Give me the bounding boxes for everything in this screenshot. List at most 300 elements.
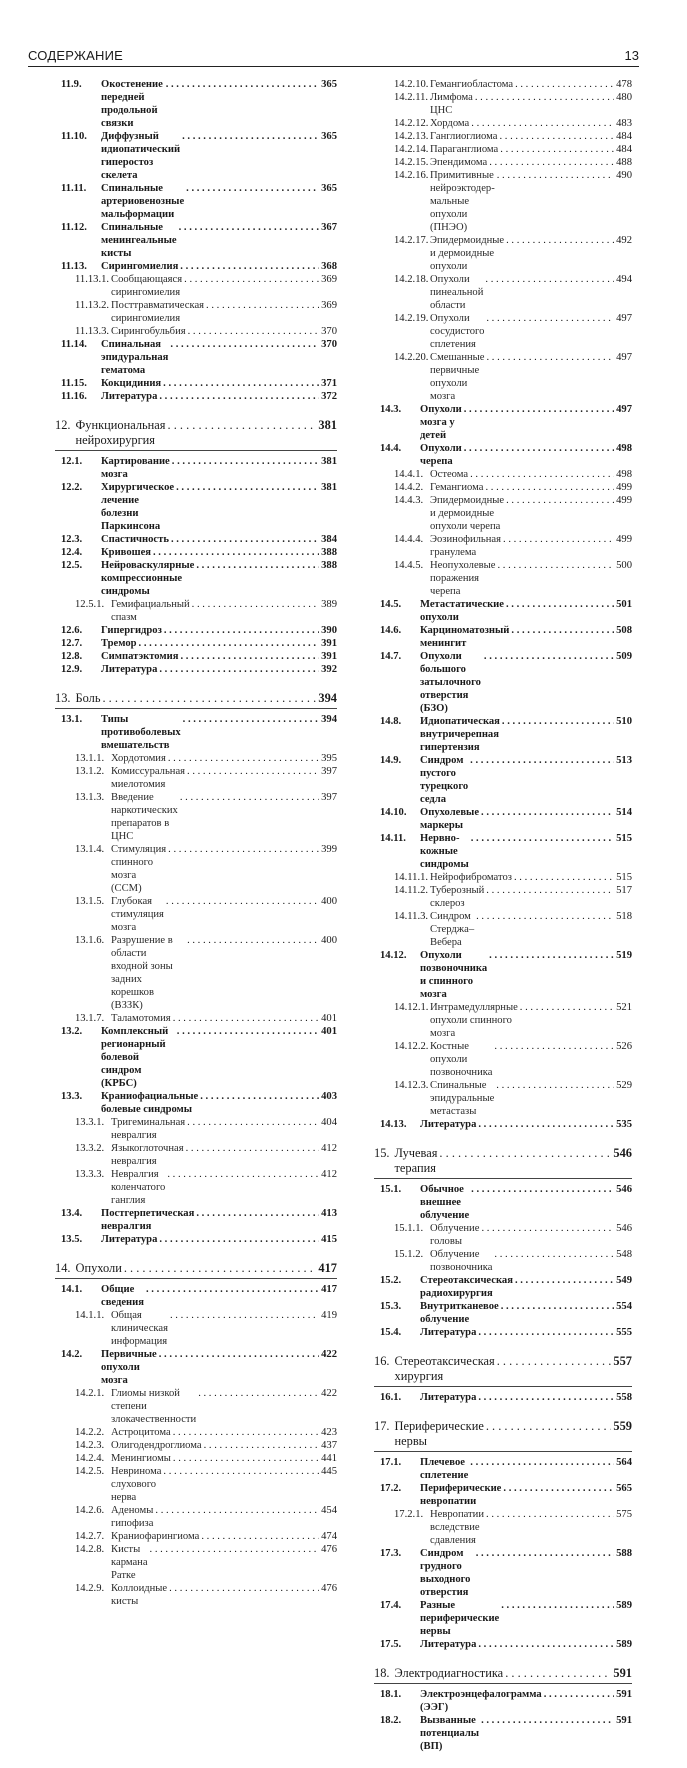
dot-leader — [183, 713, 319, 726]
toc-entry-number: 11.10. — [61, 131, 87, 142]
toc-section-entry — [374, 624, 632, 650]
dot-leader — [167, 1168, 319, 1181]
toc-section-entry — [55, 533, 337, 546]
dot-leader — [505, 1666, 611, 1681]
toc-entry-title: Диффузный идиопатический гиперостоз скелета — [101, 131, 181, 181]
toc-subsection-entry — [374, 910, 632, 949]
toc-entry-title: Картирование мозга — [101, 456, 170, 480]
toc-entry-title: Нейроваскулярные компрессионные синдромы — [101, 560, 195, 597]
dot-leader — [168, 843, 319, 856]
toc-section-entry — [55, 182, 337, 221]
dot-leader — [470, 1456, 614, 1469]
toc-entry-page: 388 — [321, 560, 337, 571]
dot-leader — [486, 884, 614, 897]
toc-subsection-entry — [374, 156, 632, 169]
toc-entry-page: 394 — [321, 714, 337, 725]
toc-entry-page: 488 — [616, 157, 632, 168]
chapter-rule — [374, 1386, 632, 1387]
toc-entry-title: Литература — [101, 664, 158, 675]
dot-leader — [124, 1261, 317, 1276]
toc-entry-title: Параганглиома — [430, 144, 499, 155]
dot-leader — [506, 494, 614, 507]
toc-entry-number: 14.8. — [380, 716, 402, 727]
toc-entry-page: 484 — [616, 144, 632, 155]
toc-entry-number: 17.3. — [380, 1548, 402, 1559]
toc-section-entry — [55, 78, 337, 130]
dot-leader — [186, 182, 319, 195]
dot-leader — [478, 1118, 614, 1131]
toc-entry-page: 589 — [616, 1600, 632, 1611]
toc-chapter-entry — [374, 1146, 632, 1176]
toc-entry-number: 14.12.1. — [394, 1002, 429, 1013]
toc-entry-title: Электроэнцефалограмма (ЭЭГ) — [420, 1689, 542, 1713]
dot-leader — [475, 91, 614, 104]
toc-section — [55, 418, 337, 676]
toc-subsection-entry — [374, 559, 632, 598]
toc-section-entry — [55, 1348, 337, 1387]
toc-entry-number: 14.10. — [380, 807, 407, 818]
toc-entry-number: 16.1. — [380, 1392, 402, 1403]
toc-entry-page: 510 — [616, 716, 632, 727]
toc-entry-page: 397 — [321, 792, 337, 803]
toc-entry-title: Окостенение передней продольной связки — [101, 79, 163, 129]
toc-entry-number: 13.4. — [61, 1208, 83, 1219]
dot-leader — [497, 559, 614, 572]
dot-leader — [506, 598, 614, 611]
dot-leader — [464, 403, 614, 416]
toc-entry-page: 401 — [321, 1013, 337, 1024]
toc-entry-page: 546 — [613, 1146, 632, 1160]
toc-entry-page: 372 — [321, 391, 337, 402]
toc-entry-number: 11.9. — [61, 79, 82, 90]
toc-entry-number: 11.13.3. — [75, 326, 110, 337]
toc-entry-page: 395 — [321, 753, 337, 764]
toc-entry-page: 365 — [321, 183, 337, 194]
toc-entry-title: Опухоли — [75, 1261, 122, 1275]
toc-chapter-entry — [374, 1354, 632, 1384]
toc-entry-number: 11.11. — [61, 183, 87, 194]
toc-entry-number: 13.1. — [61, 714, 83, 725]
toc-subsection-entry — [55, 1465, 337, 1504]
toc-entry-number: 13.2. — [61, 1026, 83, 1037]
toc-entry-number: 14.2. — [61, 1349, 83, 1360]
toc-entry-title: Плечевое сплетение — [420, 1457, 469, 1481]
toc-entry-page: 509 — [616, 651, 632, 662]
toc-subsection-entry — [55, 895, 337, 934]
toc-section-entry — [55, 481, 337, 533]
toc-entry-number: 14.2.13. — [394, 131, 429, 142]
toc-entry-number: 17.2.1. — [394, 1509, 424, 1520]
toc-entry-number: 14.2.7. — [75, 1531, 105, 1542]
toc-entry-page: 437 — [321, 1440, 337, 1451]
toc-entry-title: Эозинофильная гранулема — [430, 534, 502, 558]
dot-leader — [506, 234, 614, 247]
toc-entry-page: 589 — [616, 1639, 632, 1650]
toc-subsection-entry — [55, 1168, 337, 1207]
toc-entry-number: 14.1. — [61, 1284, 83, 1295]
toc-entry-title: Сирингомиелия — [101, 261, 179, 272]
toc-entry-title: Хордотомия — [111, 753, 166, 764]
toc-section — [55, 1261, 337, 1608]
toc-entry-title: Астроцитома — [111, 1427, 171, 1438]
dot-leader — [204, 1439, 319, 1452]
toc-entry-page: 365 — [321, 131, 337, 142]
dot-leader — [150, 1543, 320, 1556]
toc-entry-page: 413 — [321, 1208, 337, 1219]
toc-entry-page: 381 — [321, 482, 337, 493]
toc-subsection-entry — [55, 273, 337, 299]
toc-entry-number: 14.2.15. — [394, 157, 429, 168]
toc-entry-title: Языкоглоточная невралгия — [111, 1143, 184, 1167]
toc-entry-number: 18. — [374, 1666, 390, 1680]
toc-entry-title: Сообщающаяся сирингомиелия — [111, 274, 183, 298]
toc-entry-title: Остеома — [430, 469, 469, 480]
dot-leader — [180, 650, 319, 663]
toc-entry-title: Разные периферические нервы — [420, 1600, 500, 1637]
dot-leader — [496, 1079, 614, 1092]
toc-entry-page: 591 — [616, 1715, 632, 1726]
toc-entry-number: 12.2. — [61, 482, 83, 493]
toc-entry-title: Смешанные первичные опухоли мозга — [430, 352, 485, 402]
toc-entry-number: 18.2. — [380, 1715, 402, 1726]
toc-subsection-entry — [374, 1001, 632, 1040]
toc-entry-title: Вызванные потенциалы (ВП) — [420, 1715, 480, 1752]
toc-section-entry — [55, 1025, 337, 1090]
toc-entry-number: 11.16. — [61, 391, 87, 402]
dot-leader — [182, 130, 319, 143]
toc-entry-number: 12.6. — [61, 625, 83, 636]
toc-entry-title: Литература — [420, 1392, 477, 1403]
dot-leader — [173, 1426, 319, 1439]
toc-entry-number: 14.2.5. — [75, 1466, 105, 1477]
toc-entry-title: Коллоидные кисты — [111, 1583, 168, 1607]
toc-subsection-entry — [55, 1309, 337, 1348]
toc-subsection-entry — [374, 117, 632, 130]
dot-leader — [499, 130, 614, 143]
dot-leader — [163, 1465, 319, 1478]
toc-entry-page: 417 — [321, 1284, 337, 1295]
toc-entry-number: 12. — [55, 418, 71, 432]
dot-leader — [159, 390, 319, 403]
dot-leader — [168, 418, 317, 433]
toc-subsection-entry — [55, 299, 337, 325]
toc-entry-page: 390 — [321, 625, 337, 636]
toc-entry-page: 591 — [613, 1666, 632, 1680]
dot-leader — [172, 455, 319, 468]
toc-entry-page: 500 — [616, 560, 632, 571]
toc-subsection-entry — [55, 1142, 337, 1168]
dot-leader — [139, 637, 320, 650]
toc-entry-number: 14.2.9. — [75, 1583, 105, 1594]
toc-section-entry — [374, 403, 632, 442]
toc-entry-title: Общие сведения — [101, 1284, 144, 1308]
toc-entry-number: 12.9. — [61, 664, 83, 675]
running-title: СОДЕРЖАНИЕ — [28, 48, 124, 63]
toc-entry-page: 529 — [616, 1080, 632, 1091]
toc-entry-title: Идиопатическая внутричерепная гипертензия — [420, 716, 500, 753]
dot-leader — [464, 442, 614, 455]
toc-entry-title: Гемифациальный спазм — [111, 599, 190, 623]
toc-section-entry — [55, 130, 337, 182]
toc-entry-number: 11.13. — [61, 261, 87, 272]
dot-leader — [187, 1116, 319, 1129]
toc-chapter-entry — [55, 691, 337, 706]
toc-entry-page: 497 — [616, 404, 632, 415]
dot-leader — [166, 895, 319, 908]
toc-entry-number: 14.2.14. — [394, 144, 429, 155]
toc-entry-number: 13.1.7. — [75, 1013, 105, 1024]
toc-entry-number: 17. — [374, 1419, 390, 1433]
toc-entry-title: Костные опухоли позвоночника — [430, 1041, 493, 1078]
toc-section-entry — [374, 1183, 632, 1222]
toc-entry-number: 11.13.1. — [75, 274, 110, 285]
toc-chapter-entry — [55, 1261, 337, 1276]
toc-section-entry — [55, 663, 337, 676]
toc-entry-page: 549 — [616, 1275, 632, 1286]
toc-entry-number: 13.1.1. — [75, 753, 105, 764]
toc-entry-number: 14.2.19. — [394, 313, 429, 324]
toc-entry-page: 403 — [321, 1091, 337, 1102]
toc-entry-page: 535 — [616, 1119, 632, 1130]
toc-entry-title: Периферические нервы — [394, 1419, 484, 1448]
toc-entry-title: Литература — [420, 1327, 477, 1338]
toc-entry-number: 15.4. — [380, 1327, 402, 1338]
toc-subsection-entry — [55, 1426, 337, 1439]
toc-section-entry — [55, 377, 337, 390]
dot-leader — [146, 1283, 319, 1296]
toc-entry-number: 11.12. — [61, 222, 87, 233]
toc-entry-title: Посттравматическая сирингомиелия — [111, 300, 205, 324]
toc-section-entry — [374, 1547, 632, 1599]
toc-subsection-entry — [55, 752, 337, 765]
toc-entry-page: 400 — [321, 896, 337, 907]
toc-entry-page: 514 — [616, 807, 632, 818]
toc-entry-page: 519 — [616, 950, 632, 961]
toc-entry-page: 384 — [321, 534, 337, 545]
toc-entry-title: Кокцидиния — [101, 378, 162, 389]
toc-entry-title: Литература — [420, 1639, 477, 1650]
dot-leader — [170, 1309, 319, 1322]
toc-entry-title: Постгерпетическая невралгия — [101, 1208, 195, 1232]
toc-subsection-entry — [55, 1387, 337, 1426]
toc-subsection-entry — [55, 1452, 337, 1465]
dot-leader — [171, 533, 319, 546]
toc-entry-page: 526 — [616, 1041, 632, 1052]
toc-entry-title: Симпатэктомия — [101, 651, 179, 662]
dot-leader — [102, 691, 316, 706]
toc-entry-page: 422 — [321, 1349, 337, 1360]
toc-entry-number: 12.4. — [61, 547, 83, 558]
toc-section-entry — [55, 390, 337, 403]
dot-leader — [497, 169, 614, 182]
dot-leader — [470, 754, 614, 767]
dot-leader — [179, 221, 319, 234]
toc-entry-title: Спинальная эпидуральная гематома — [101, 339, 169, 376]
toc-entry-title: Синдром пустого турецкого седла — [420, 755, 469, 805]
dot-leader — [201, 1530, 319, 1543]
toc-entry-page: 445 — [321, 1466, 337, 1477]
toc-entry-page: 508 — [616, 625, 632, 636]
toc-section-entry — [55, 546, 337, 559]
dot-leader — [206, 299, 319, 312]
toc-entry-title: Стереотаксическая хирургия — [394, 1354, 495, 1383]
toc-entry-number: 13.1.3. — [75, 792, 105, 803]
toc-subsection-entry — [374, 871, 632, 884]
toc-entry-title: Таламотомия — [111, 1013, 171, 1024]
toc-entry-page: 499 — [616, 495, 632, 506]
toc-section-entry — [374, 1391, 632, 1404]
toc-entry-number: 15.1. — [380, 1184, 402, 1195]
dot-leader — [187, 934, 319, 947]
toc-section-entry — [55, 650, 337, 663]
toc-entry-number: 13.3.3. — [75, 1169, 105, 1180]
toc-section — [374, 1666, 632, 1753]
toc-section-entry — [374, 754, 632, 806]
toc-entry-number: 12.7. — [61, 638, 83, 649]
dot-leader — [486, 1508, 614, 1521]
toc-entry-page: 415 — [321, 1234, 337, 1245]
toc-entry-title: Глубокая стимуляция мозга — [111, 896, 164, 933]
toc-entry-number: 16. — [374, 1354, 390, 1368]
toc-entry-title: Невропатии вследствие сдавления — [430, 1509, 485, 1546]
dot-leader — [520, 1001, 614, 1014]
toc-entry-title: Аденомы гипофиза — [111, 1505, 154, 1529]
toc-entry-number: 14.9. — [380, 755, 402, 766]
toc-entry-title: Облучение позвоночника — [430, 1249, 493, 1273]
toc-entry-number: 14.2.16. — [394, 170, 429, 181]
toc-entry-number: 13.3.2. — [75, 1143, 105, 1154]
toc-entry-number: 14.11.2. — [394, 885, 429, 896]
toc-entry-number: 14.2.10. — [394, 79, 429, 90]
dot-leader — [494, 1040, 614, 1053]
toc-entry-title: Литература — [420, 1119, 477, 1130]
dot-leader — [196, 1207, 319, 1220]
toc-entry-number: 11.14. — [61, 339, 87, 350]
toc-entry-title: Ганглиоглиома — [430, 131, 498, 142]
toc-entry-page: 554 — [616, 1301, 632, 1312]
toc-subsection-entry — [374, 1040, 632, 1079]
toc-entry-number: 17.1. — [380, 1457, 402, 1468]
toc-entry-number: 12.1. — [61, 456, 83, 467]
toc-entry-page: 557 — [613, 1354, 632, 1368]
toc-section-entry — [55, 559, 337, 598]
toc-entry-page: 404 — [321, 1117, 337, 1128]
toc-entry-page: 480 — [616, 92, 632, 103]
toc-entry-page: 371 — [321, 378, 337, 389]
toc-entry-page: 518 — [616, 911, 632, 922]
toc-section-entry — [374, 806, 632, 832]
toc-subsection-entry — [374, 312, 632, 351]
toc-entry-number: 11.13.2. — [75, 300, 110, 311]
toc-entry-page: 381 — [321, 456, 337, 467]
toc-section-entry — [55, 221, 337, 260]
toc-entry-number: 14.4.1. — [394, 469, 424, 480]
toc-entry-title: Олигодендроглиома — [111, 1440, 202, 1451]
toc-subsection-entry — [374, 169, 632, 234]
toc-entry-number: 15.1.1. — [394, 1223, 424, 1234]
toc-subsection-entry — [374, 143, 632, 156]
toc-section-entry — [374, 832, 632, 871]
toc-entry-page: 370 — [321, 326, 337, 337]
toc-section-entry — [374, 650, 632, 715]
toc-entry-title: Краниофациальные болевые синдромы — [101, 1091, 199, 1115]
toc-entry-number: 14.2.1. — [75, 1388, 105, 1399]
toc-entry-number: 14.2.8. — [75, 1544, 105, 1555]
toc-entry-number: 15.3. — [380, 1301, 402, 1312]
toc-entry-number: 14.4.2. — [394, 482, 424, 493]
toc-entry-page: 565 — [616, 1483, 632, 1494]
page-number: 13 — [624, 48, 639, 63]
toc-subsection-entry — [55, 1530, 337, 1543]
toc-subsection-entry — [55, 791, 337, 843]
toc-subsection-entry — [55, 1116, 337, 1142]
toc-entry-page: 497 — [616, 352, 632, 363]
toc-entry-number: 13.1.5. — [75, 896, 105, 907]
toc-entry-title: Невралгия коленчатого ганглия — [111, 1169, 166, 1206]
toc-entry-page: 423 — [321, 1427, 337, 1438]
toc-entry-page: 381 — [318, 418, 337, 432]
toc-column-right — [374, 78, 632, 1768]
toc-entry-page: 401 — [321, 1026, 337, 1037]
toc-entry-number: 14. — [55, 1261, 71, 1275]
dot-leader — [476, 910, 614, 923]
toc-subsection-entry — [374, 533, 632, 559]
toc-section — [55, 78, 337, 403]
toc-entry-title: Введение наркотических препаратов в ЦНС — [111, 792, 178, 842]
toc-subsection-entry — [374, 273, 632, 312]
toc-entry-title: Кривошея — [101, 547, 151, 558]
toc-entry-title: Типы противоболевых вмешательств — [101, 714, 181, 751]
dot-leader — [196, 559, 319, 572]
dot-leader — [155, 1504, 319, 1517]
dot-leader — [515, 1274, 614, 1287]
toc-entry-number: 13.1.4. — [75, 844, 105, 855]
toc-entry-number: 14.11. — [380, 833, 406, 844]
dot-leader — [173, 1012, 319, 1025]
toc-section-entry — [374, 598, 632, 624]
toc-entry-number: 14.13. — [380, 1119, 407, 1130]
toc-entry-title: Синдром Стерджа–Вебера — [430, 911, 475, 948]
toc-entry-page: 498 — [616, 469, 632, 480]
toc-entry-title: Опухоли пинеальной области — [430, 274, 484, 311]
toc-entry-page: 555 — [616, 1327, 632, 1338]
toc-entry-page: 513 — [616, 755, 632, 766]
toc-section — [374, 1419, 632, 1651]
toc-entry-title: Невринома слухового нерва — [111, 1466, 162, 1503]
toc-entry-page: 546 — [616, 1184, 632, 1195]
toc-section-entry — [374, 442, 632, 468]
toc-entry-number: 13.3. — [61, 1091, 83, 1102]
toc-section-entry — [374, 1274, 632, 1300]
toc-subsection-entry — [55, 598, 337, 624]
dot-leader — [487, 351, 615, 364]
toc-entry-title: Кисты кармана Ратке — [111, 1544, 148, 1581]
toc-entry-number: 14.4. — [380, 443, 402, 454]
toc-entry-title: Стереотаксическая радиохирургия — [420, 1275, 513, 1299]
toc-entry-number: 14.4.4. — [394, 534, 424, 545]
toc-entry-page: 546 — [616, 1223, 632, 1234]
toc-entry-page: 558 — [616, 1392, 632, 1403]
dot-leader — [170, 338, 319, 351]
toc-entry-title: Стимуляция спинного мозга (ССМ) — [111, 844, 167, 894]
toc-entry-number: 14.12.2. — [394, 1041, 429, 1052]
toc-subsection-entry — [55, 934, 337, 1012]
toc-entry-title: Гемангиобластома — [430, 79, 514, 90]
toc-entry-page: 369 — [321, 300, 337, 311]
chapter-rule — [374, 1178, 632, 1179]
toc-entry-title: Опухоли большого затылочного отверстия (БЗО) — [420, 651, 481, 714]
toc-subsection-entry — [55, 1582, 337, 1608]
